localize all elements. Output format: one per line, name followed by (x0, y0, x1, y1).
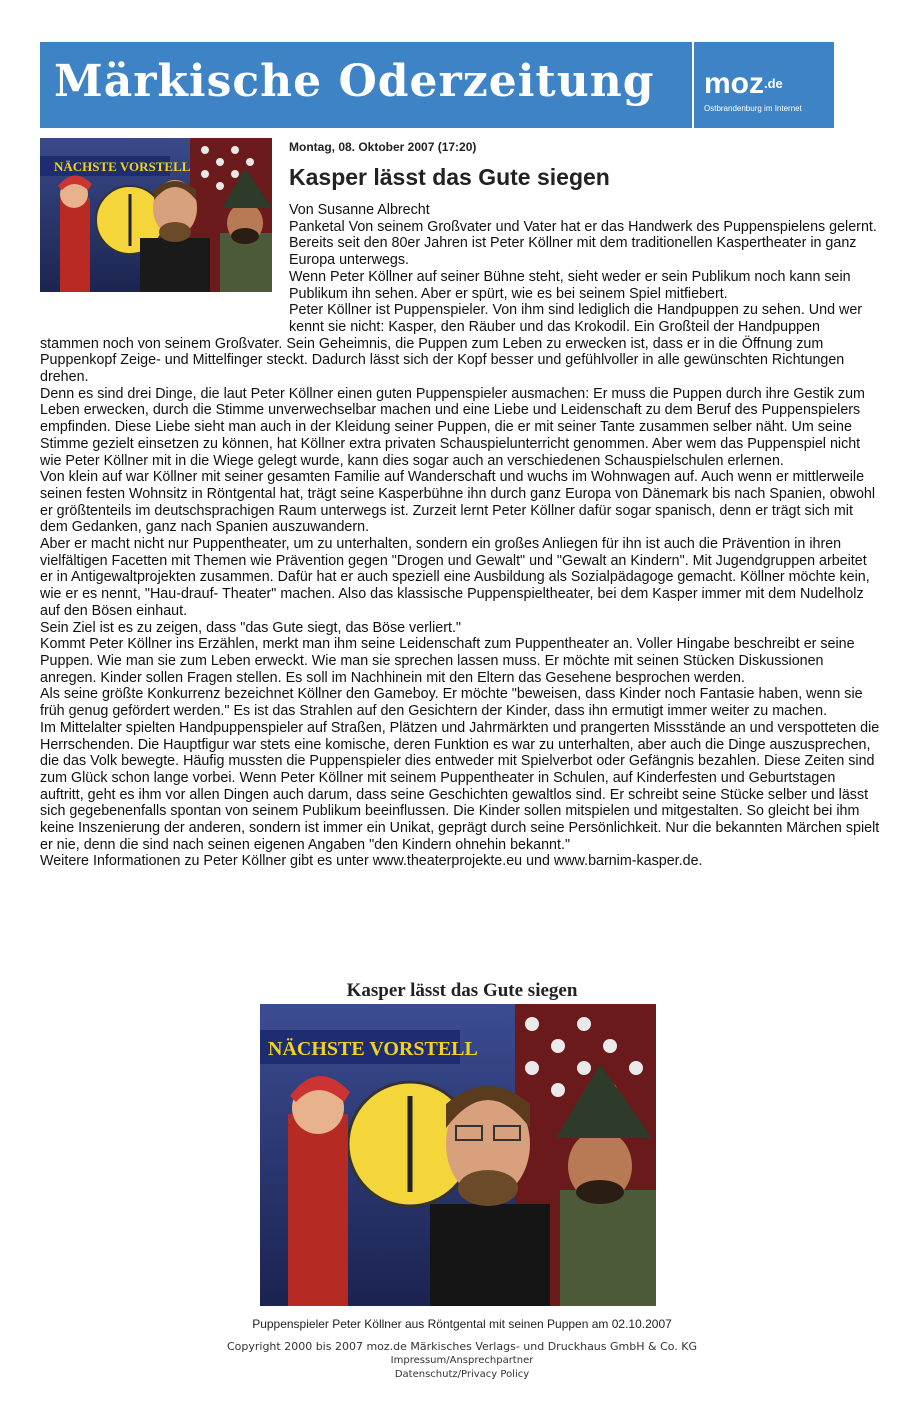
photo-sign-text: NÄCHSTE VORSTELL (54, 159, 191, 174)
article-paragraph: Aber er macht nicht nur Puppentheater, um zu unterhalten, sondern ein großes Anliegen für ihn ist auch die Prävention in ihren vielfältigen Facetten mit Themen wie Prävention gegen "Drogen und Gewalt" und "Gewalt an Kindern". Mit Jugendgruppen arbeitet er in Antigewaltprojekten zusammen. Dafür hat er auch speziell eine Ausbildung als Sozialpädagoge gemacht. Köllner möchte kein, wie er es nennt, "Hau-drauf- Theater" machen. Also das klassische Puppenspieltheater, bei dem Kasper immer mit dem Nudelholz auf den Bösen einhaut. (40, 536, 870, 619)
copyright-text: Copyright 2000 bis 2007 moz.de Märkisches Verlags- und Druckhaus GmbH & Co. KG (226, 1340, 698, 1353)
article-body (40, 202, 882, 870)
masthead (40, 42, 834, 128)
article-photo-large (260, 1004, 656, 1306)
moz-logo-tld: .de (764, 76, 783, 91)
page-footer (0, 1339, 924, 1382)
newspaper-banner[interactable] (40, 42, 692, 128)
article-headline: Kasper lässt das Gute siegen (289, 164, 610, 190)
moz-logo (704, 68, 783, 100)
photo-float-spacer (40, 202, 289, 326)
moz-logo-tagline: Ostbrandenburg im Internet (704, 104, 802, 113)
figure-title: Kasper lässt das Gute siegen (346, 980, 578, 1001)
article-dateline: Montag, 08. Oktober 2007 (17:20) (289, 140, 477, 154)
figure-caption: Puppenspieler Peter Köllner aus Röntgental mit seinen Puppen am 02.10.2007 (252, 1317, 672, 1331)
article-paragraph: Sein Ziel ist es zu zeigen, dass "das Gute siegt, das Böse verliert." (40, 619, 461, 636)
article-paragraph: Von klein auf war Köllner mit seiner gesamten Familie auf Wanderschaft und wuchs im Wohnwagen auf. Auch wenn er mittlerweile seinen festen Wohnsitz in Röntgental hat, trägt seine Kasperbühne ihn durch ganz Europa von Dänemark bis nach Spanien, obwohl er größtenteils im deutschsprachigen Raum unterwegs ist. Zurzeit lernt Peter Köllner dafür sogar spanisch, denn er trägt sich mit dem Gedanken, ganz nach Spanien auszuwandern. (40, 469, 876, 536)
article-paragraph: Als seine größte Konkurrenz bezeichnet Köllner den Gameboy. Er möchte "beweisen, dass Kinder noch Fantasie haben, wenn sie früh genug gefördert werden." Es ist das Strahlen auf den Gesichtern der Kinder, dass ihn ermutigt immer weiter zu machen. (40, 686, 863, 720)
article-paragraph: Kommt Peter Köllner ins Erzählen, merkt man ihm seine Leidenschaft zum Puppentheater an. Voller Hingabe beschreibt er seine Puppen. Wie man sie zum Leben erweckt. Wie man sie sprechen lassen muss. Er möchte mit seinen Stücken Diskussionen anregen. Kinder sollen Fragen stellen. Es soll im Nachhinein mit den Eltern das Gesehene besprochen werden. (40, 636, 855, 686)
article-paragraph: Peter Köllner ist Puppenspieler. Von ihm sind lediglich die Handpuppen zu sehen. Und wer kennt sie nicht: Kasper, den Räuber und das Krokodil. Ein Großteil der Handpuppen stammen noch von seinem Großvater. Sein Geheimnis, die Puppen zum Leben zu erwecken ist, dass er in die Öffnung zum Puppenkopf Zeige- und Mittelfinger steckt. Dadurch lässt sich der Kopf besser und gefühlvoller in alle gewünschten Richtungen drehen. (40, 302, 863, 386)
article-paragraph: Im Mittelalter spielten Handpuppenspieler auf Straßen, Plätzen und Jahrmärkten und prangerten Missstände an und verspotteten die Herrschenden. Die Hauptfigur war stets eine komische, deren Funktion es war zu unterhalten, aber auch die Dinge auszusprechen, die das Volk bewegte. Häufig mussten die Puppenspieler dies entweder mit Spielverbot oder Gefängnis bezahlen. Diese Zeiten sind zum Glück schon lange vorbei. Wenn Peter Köllner mit seinem Puppentheater in Schulen, auf Kinderfesten und Geburtstagen auftritt, geht es ihm vor allen Dingen auch darum, dass seine Geschichten gewaltlos sind. Er schreibt seine Stücke selber und lässt sich gegebenenfalls spontan von seinem Publikum beeinflussen. Die Kinder sollen mitspielen und mitgestalten. So gleicht bei ihm keine Inszenierung der anderen, sondern ist immer ein Unikat, geprägt durch seine Persönlichkeit. Nur die bekannten Märchen spielt er nie, denn die sind nach seinen eigenen Angaben "den Kindern ohnehin bekannt." (40, 719, 880, 853)
impressum-link[interactable]: Impressum/Ansprechpartner (390, 1355, 534, 1366)
article-paragraph: Wenn Peter Köllner auf seiner Bühne steht, sieht weder er sein Publikum noch kann sein Publikum ihn sehen. Aber er spürt, wie es bei seinem Spiel mitfiebert. (289, 268, 851, 302)
article-paragraph: Panketal Von seinem Großvater und Vater hat er das Handwerk des Puppenspielens gelernt. Bereits seit den 80er Jahren ist Peter Köllner mit dem traditionellen Kaspertheater in ganz Europa unterwegs. (289, 218, 877, 269)
article-byline: Von Susanne Albrecht (289, 202, 430, 218)
moz-logo-main: moz (704, 67, 764, 100)
moz-logo-box[interactable] (694, 42, 834, 128)
newspaper-title: Märkische Oderzeitung (54, 56, 655, 107)
photo-large-sign-text: NÄCHSTE VORSTELL (268, 1038, 478, 1060)
article-paragraph: Denn es sind drei Dinge, die laut Peter Köllner einen guten Puppenspieler ausmachen: Er muss die Puppen durch ihre Gestik zum Leben erwecken, durch die Stimme unverwechselbar machen und eine Liebe und Leidenschaft zu dem Beruf des Puppenspielers empfinden. Diese Liebe sieht man auch in der Kleidung seiner Puppen, die er mit seiner Tante zusammen selber näht. Um seine Stimme gezielt einsetzen zu können, hat Köllner extra privaten Schauspielunterricht genommen. Aber wem das Puppenspiel nicht wie Peter Köllner mit in die Wiege gelegt wurde, kann dies sogar auch an verschiedenen Schauspielschulen erlernen. (40, 385, 865, 469)
privacy-policy-link[interactable]: Datenschutz/Privacy Policy (394, 1369, 530, 1380)
article-paragraph: Weitere Informationen zu Peter Köllner gibt es unter www.theaterprojekte.eu und www.barnim-kasper.de. (40, 853, 703, 870)
